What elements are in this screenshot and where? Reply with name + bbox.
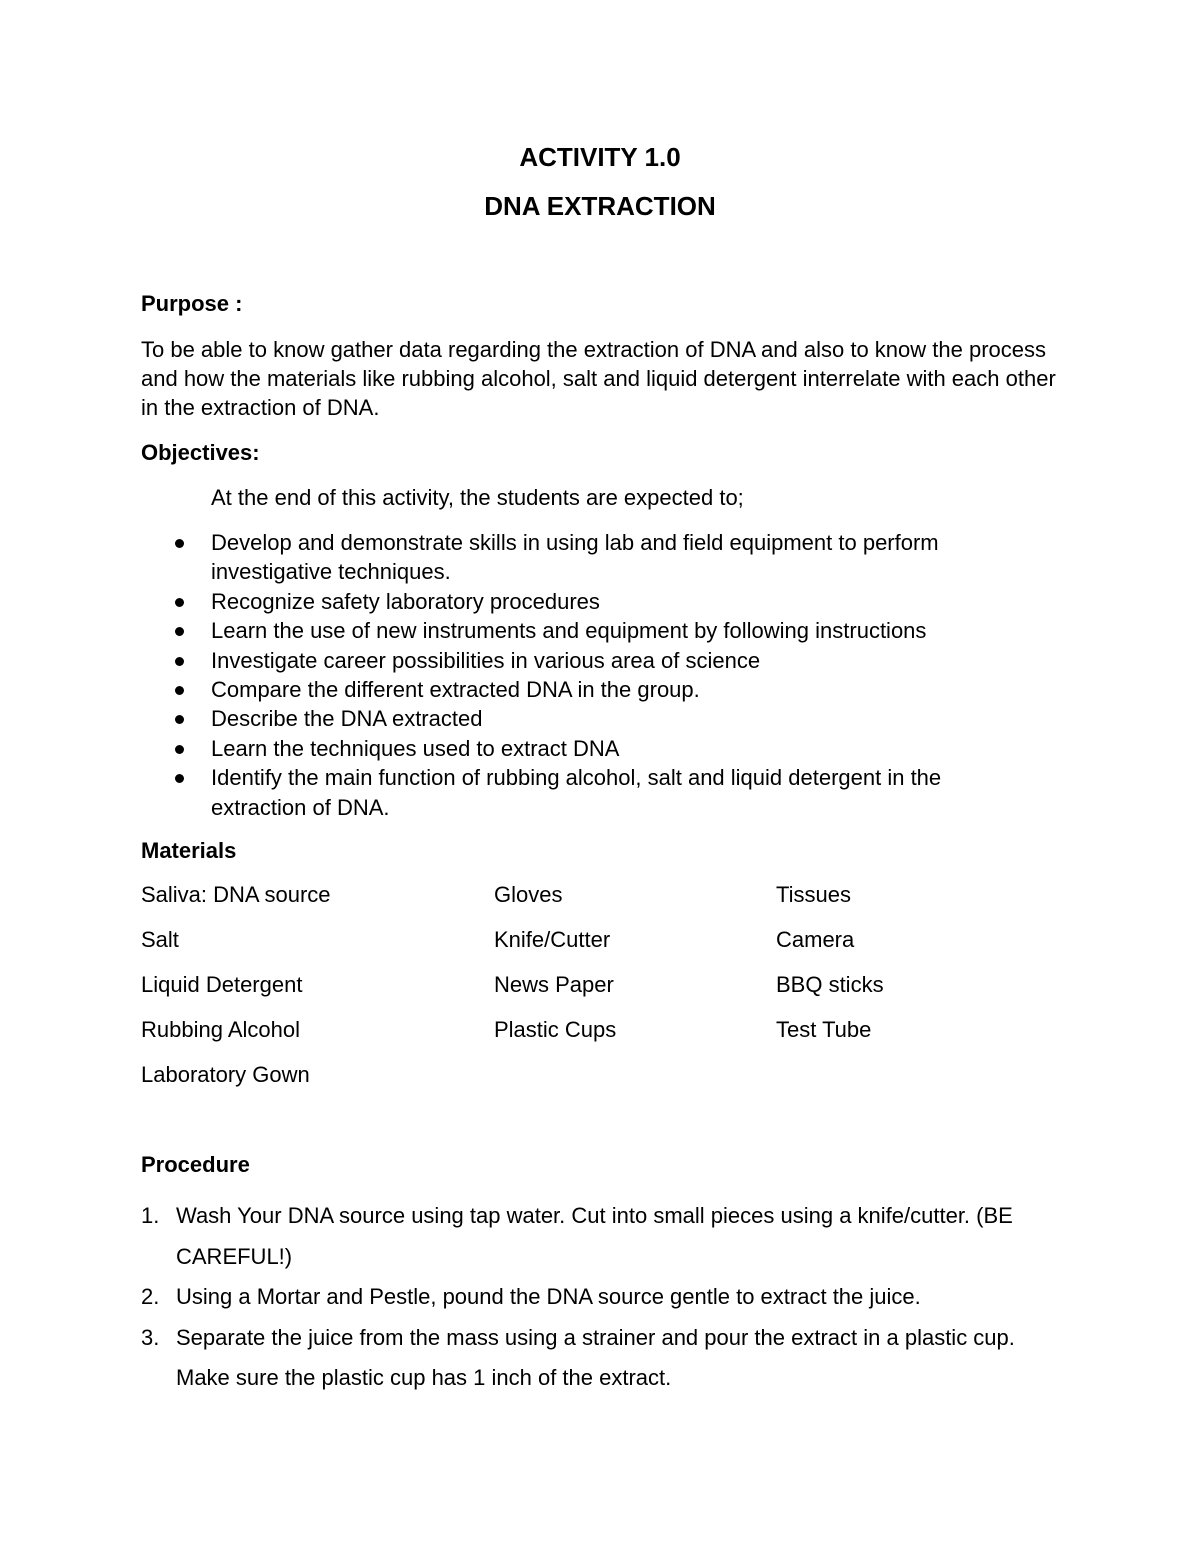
objectives-heading: Objectives: [141, 440, 260, 465]
objective-text: Compare the different extracted DNA in the group. [211, 677, 700, 703]
procedure-heading: Procedure [141, 1152, 250, 1177]
list-item [141, 587, 1021, 616]
list-item [141, 763, 1021, 822]
list-item [141, 704, 1021, 733]
objective-text: Recognize safety laboratory procedures [211, 588, 600, 614]
bullet-icon [175, 686, 184, 695]
material-item: Camera [776, 927, 855, 952]
bullet-icon [175, 745, 184, 754]
list-item [141, 734, 1021, 763]
material-item: Laboratory Gown [141, 1062, 310, 1087]
activity-title: ACTIVITY 1.0 [519, 142, 681, 172]
material-item: Test Tube [776, 1017, 872, 1042]
material-item: Tissues [776, 882, 851, 907]
material-item: Plastic Cups [494, 1017, 617, 1042]
material-item: Knife/Cutter [494, 927, 611, 952]
step-number: 3. [141, 1324, 160, 1350]
objective-text: Describe the DNA extracted [211, 706, 483, 732]
material-item: Rubbing Alcohol [141, 1017, 301, 1042]
step-text: Using a Mortar and Pestle, pound the DNA source gentle to extract the juice. [176, 1284, 921, 1309]
list-item [141, 646, 1021, 675]
bullet-icon [175, 774, 184, 783]
step-text: Separate the juice from the mass using a strainer and pour the extract in a plastic cup. Make sure the plastic cup has 1 inch of the extract. [176, 1324, 1015, 1390]
material-item: Liquid Detergent [141, 972, 303, 997]
procedure-list [141, 1196, 1041, 1399]
list-item [141, 1318, 1041, 1399]
objective-text: Develop and demonstrate skills in using lab and field equipment to perform investigative techniques. [211, 530, 939, 585]
bullet-icon [175, 657, 184, 666]
bullet-icon [175, 627, 184, 636]
objective-text: Identify the main function of rubbing alcohol, salt and liquid detergent in the extraction of DNA. [211, 765, 942, 820]
step-text: Wash Your DNA source using tap water. Cut into small pieces using a knife/cutter. (BE CAREFUL!) [176, 1203, 1013, 1269]
list-item [141, 1277, 1041, 1318]
objective-text: Learn the use of new instruments and equipment by following instructions [211, 618, 927, 644]
purpose-heading: Purpose : [141, 291, 243, 316]
bullet-icon [175, 598, 184, 607]
list-item [141, 675, 1021, 704]
objectives-list [141, 528, 1021, 822]
bullet-icon [175, 715, 184, 724]
material-item: Gloves [494, 882, 563, 907]
activity-subtitle: DNA EXTRACTION [484, 191, 716, 221]
objective-text: Investigate career possibilities in various area of science [211, 647, 761, 673]
step-number: 1. [141, 1203, 160, 1228]
step-number: 2. [141, 1284, 160, 1309]
materials-heading: Materials [141, 838, 237, 863]
material-item: BBQ sticks [776, 972, 884, 997]
material-item: Saliva: DNA source [141, 882, 331, 907]
material-item: News Paper [494, 972, 614, 997]
purpose-text: To be able to know gather data regarding the extraction of DNA and also to know the process and how the materials like rubbing alcohol, salt and liquid detergent interrelate with each other in the extraction of DNA. [141, 337, 1056, 420]
bullet-icon [175, 539, 184, 548]
list-item [141, 528, 1021, 587]
list-item [141, 1196, 1041, 1277]
objective-text: Learn the techniques used to extract DNA [211, 735, 620, 761]
list-item [141, 616, 1021, 645]
material-item: Salt [141, 927, 179, 952]
objectives-intro: At the end of this activity, the students are expected to; [211, 485, 744, 510]
